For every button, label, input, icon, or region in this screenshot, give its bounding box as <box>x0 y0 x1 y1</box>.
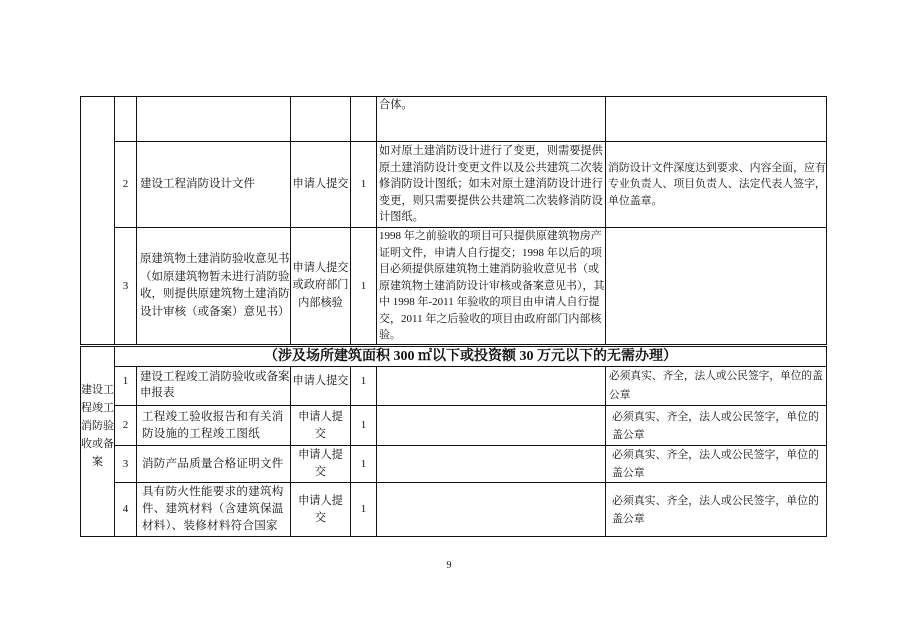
requirements-cell <box>606 97 827 142</box>
text-line: 盖公章 <box>612 428 645 441</box>
text-line: 修消防设计图纸；如未对原土建消防设计进行 <box>379 178 603 191</box>
notes-cell <box>377 97 606 142</box>
text-line: 公章 <box>609 389 631 401</box>
document-table-area <box>80 96 826 537</box>
text-line: 具有防火性能要求的建筑构 <box>142 486 284 498</box>
page-number: 9 <box>446 560 452 571</box>
submission-method-cell <box>291 406 351 446</box>
text-line: 交 <box>314 466 327 478</box>
text-line: 申请人提 <box>298 494 343 507</box>
text-line: 消防验 <box>81 420 114 432</box>
material-name-cell <box>137 446 291 483</box>
text-line: 变更，则只需要提供公共建筑二次装修消防设 <box>379 194 603 207</box>
text-line: 单位盖章。 <box>608 194 663 207</box>
item-number-cell: 4 <box>115 483 137 537</box>
text-line: 消防设计文件深度达到要求、内容全面，应有 <box>608 161 826 174</box>
text-line: 件、建筑材料（含建筑保温 <box>142 503 284 515</box>
text-line: 收，则提供原建筑物土建消防 <box>140 288 290 300</box>
table-row <box>81 367 827 406</box>
material-name-cell <box>137 367 291 406</box>
notes-cell <box>377 406 606 446</box>
text-line: 设计审核（或备案）意见书） <box>140 305 290 318</box>
text-line: 交，2011 年之后验收的项目由政府部门内部核 <box>379 312 602 325</box>
text-line: 计图纸。 <box>379 211 424 224</box>
submission-method-cell <box>291 228 351 346</box>
text-line: 证明文件，申请人自行提交；1998 年以后的项 <box>379 246 602 259</box>
text-line: 防设施的工程竣工图纸 <box>142 427 260 440</box>
copies-count-cell: 1 <box>351 483 377 537</box>
text-line: （如原建筑物暂未进行消防验 <box>140 270 290 283</box>
material-name-cell <box>137 406 291 446</box>
requirements-cell <box>606 406 827 446</box>
submission-method-cell <box>291 367 351 406</box>
text-line: 原土建消防设计变更文件以及公共建筑二次装 <box>379 161 603 174</box>
text-line: 申报表 <box>140 387 175 399</box>
table-row <box>81 446 827 483</box>
copies-count-cell: 1 <box>351 142 377 228</box>
application-materials-table <box>80 96 827 537</box>
text-line: 程竣工 <box>81 402 114 414</box>
text-line: 交 <box>314 511 327 524</box>
item-number-cell: 1 <box>115 367 137 406</box>
text-line: 原建筑物土建消防验收意见书 <box>140 253 290 265</box>
requirements-cell <box>606 483 827 537</box>
text-line: 建设工 <box>81 384 114 396</box>
text-line: 盖公章 <box>612 467 645 479</box>
table-row <box>81 228 827 346</box>
text-line: 建设工程竣工消防验收或备案 <box>140 371 290 383</box>
copies-count-cell: 1 <box>351 228 377 346</box>
submission-method-cell <box>291 483 351 537</box>
text-line: 或政府部门 <box>292 279 349 292</box>
item-number-cell: 3 <box>115 228 137 346</box>
copies-count-cell: 1 <box>351 406 377 446</box>
text-line: 盖公章 <box>612 512 645 525</box>
text-line: 申请人提交 <box>292 261 349 274</box>
item-number-cell: 2 <box>115 406 137 446</box>
copies-count-cell <box>351 97 377 142</box>
text-line: 必须真实、齐全，法人或公民签字，单位的 <box>612 410 819 423</box>
section-note-cell: （涉及场所建筑面积 300 ㎡以下或投资额 30 万元以下的无需办理） <box>115 346 827 367</box>
text-line: 专业负责人、项目负责人、法定代表人签字， <box>608 178 826 191</box>
notes-cell <box>377 367 606 406</box>
item-number-cell: 3 <box>115 446 137 483</box>
text-line: 案 <box>92 456 103 468</box>
text-line: 申请人提 <box>298 410 343 423</box>
notes-cell <box>377 228 606 346</box>
submission-method-cell <box>291 97 351 142</box>
item-number-cell <box>115 97 137 142</box>
material-name-cell <box>137 142 291 228</box>
category-cell <box>81 346 115 537</box>
notes-cell <box>377 483 606 537</box>
text-line: 消防产品质量合格证明文件 <box>142 457 284 470</box>
submission-method-cell <box>291 142 351 228</box>
text-line: 目必须提供原建筑物土建消防验收意见书（或 <box>379 263 599 275</box>
requirements-cell <box>606 367 827 406</box>
text-line: 交 <box>314 427 327 440</box>
text-line: 收或备 <box>81 438 114 450</box>
text-line: 验。 <box>379 329 401 341</box>
text-line: 申请人提 <box>298 449 343 461</box>
text-line: 合体。 <box>379 99 413 111</box>
text-line: 材料）、装修材料符合国家 <box>142 520 278 532</box>
table-row <box>81 142 827 228</box>
submission-method-cell <box>291 446 351 483</box>
text-line: 工程竣工验收报告和有关消 <box>142 410 284 423</box>
requirements-cell <box>606 228 827 346</box>
text-line: 原建筑物土建消防设计审核或备案意见书），其 <box>379 279 605 292</box>
text-line: 必须真实、齐全，法人或公民签字，单位的盖 <box>609 370 823 382</box>
table-row <box>81 97 827 142</box>
copies-count-cell: 1 <box>351 367 377 406</box>
text-line: 必须真实、齐全，法人或公民签字，单位的 <box>612 449 819 461</box>
material-name-cell <box>137 228 291 346</box>
requirements-cell <box>606 446 827 483</box>
text-line: 如对原土建消防设计进行了变更，则需要提供 <box>379 145 603 158</box>
text-line: 必须真实、齐全，法人或公民签字，单位的 <box>612 494 819 507</box>
text-line: 中 1998 年-2011 年验收的项目由申请人自行提 <box>379 296 600 308</box>
notes-cell <box>377 142 606 228</box>
text-line: 申请人提交 <box>292 178 349 191</box>
requirements-cell <box>606 142 827 228</box>
material-name-cell <box>137 483 291 537</box>
text-line: 1998 年之前验收的项目可只提供原建筑物房产 <box>379 230 602 242</box>
category-cell <box>81 97 115 346</box>
text-line: 建设工程消防设计文件 <box>140 178 255 191</box>
table-row <box>81 406 827 446</box>
text-line: 申请人提交 <box>292 375 349 387</box>
material-name-cell <box>137 97 291 142</box>
text-line: 内部核验 <box>298 296 343 309</box>
notes-cell <box>377 446 606 483</box>
copies-count-cell: 1 <box>351 446 377 483</box>
table-row <box>81 346 827 367</box>
table-row <box>81 483 827 537</box>
item-number-cell: 2 <box>115 142 137 228</box>
